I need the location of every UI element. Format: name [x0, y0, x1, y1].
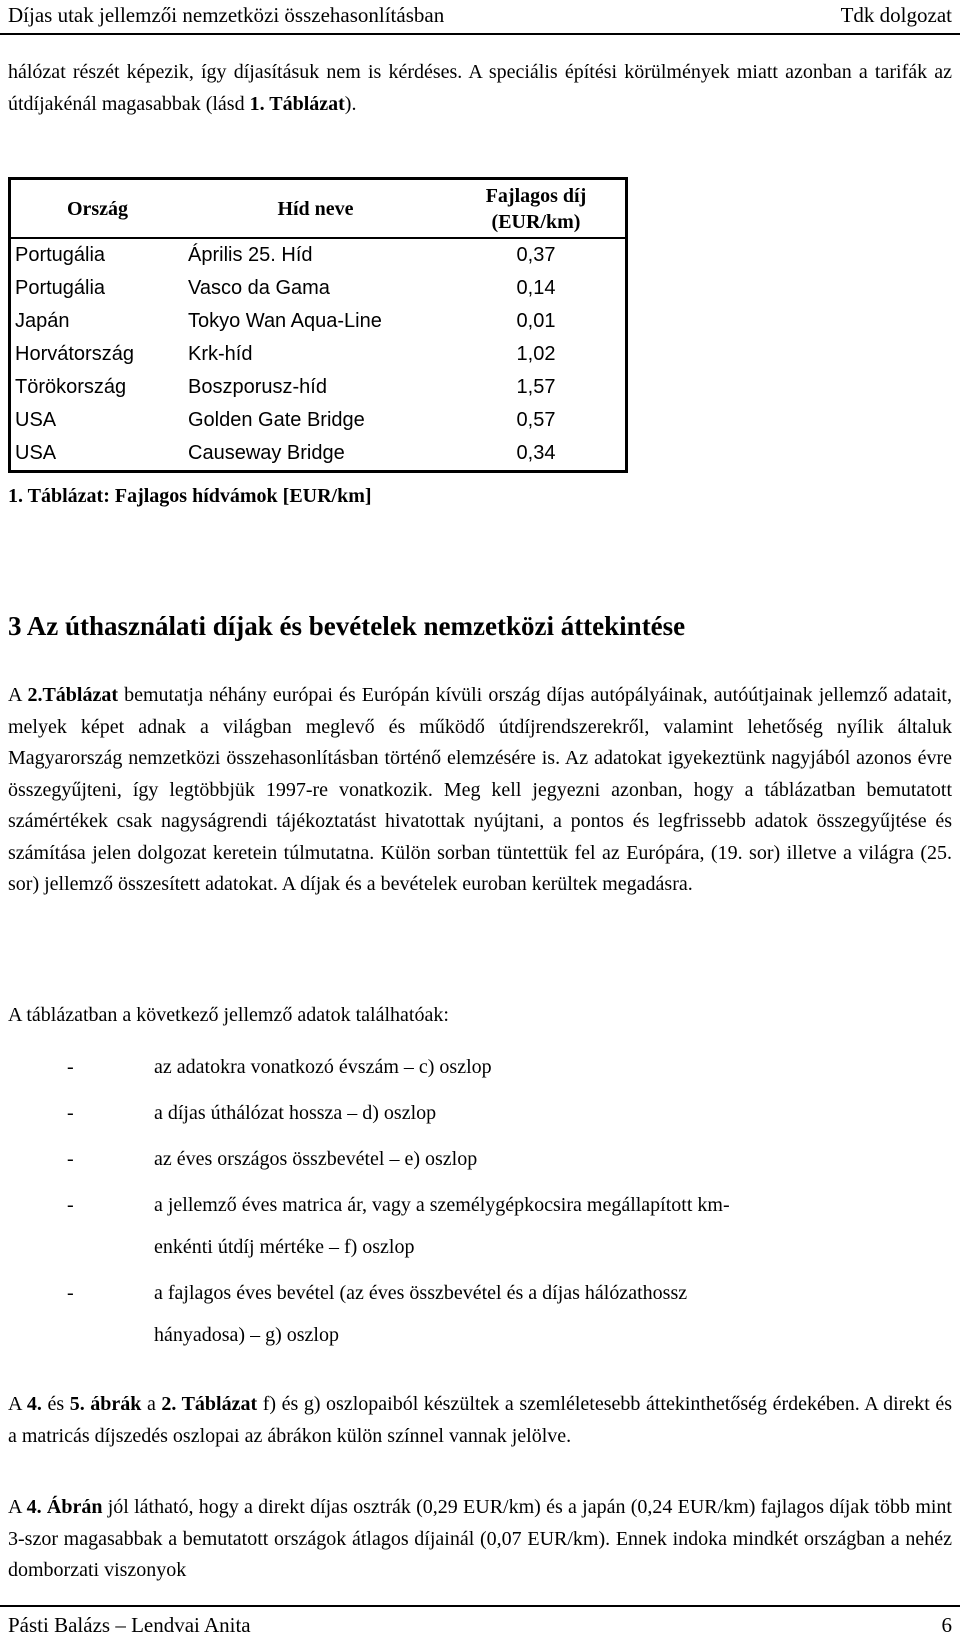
para3-ref-5: 5. ábrák: [69, 1393, 142, 1415]
paragraph-figure-4: [8, 1492, 952, 1587]
cell-country: Horvátország: [15, 343, 134, 365]
paragraph-figures: [8, 1389, 952, 1452]
list-item-text: az adatokra vonatkozó évszám – c) oszlop: [154, 1056, 492, 1078]
list-dash: -: [67, 1148, 74, 1170]
cell-country: Portugália: [15, 244, 106, 266]
cell-bridge: Április 25. Híd: [188, 244, 313, 266]
table-row: [10, 437, 627, 472]
cell-bridge: Boszporusz-híd: [188, 376, 327, 398]
para1-text: bemutatja néhány európai és Európán kívüli ország díjas autópályáinak, autóútjainak jellemző adatait, melyek képet adnak a világban meglevő és működő útdíjrendszerekről, valamint lehetőség nyílik általuk Magyarország nemzetközi összehasonlításban történő elemzésére is. Az adatokat igyekeztünk nagyjából azonos évre összegyűjteni, így legtöbbjük 1997-re vonatkozik. Meg kell jegyezni azonban, hogy a táblázatban bemutatott számértékek csak nagyságrendi tájékoztatást hivatottak nyújtani, a pontos és legfrissebb adatok összegyűjtése és számítása jelen dolgozat keretein túlmutatna. Külön sorban tüntettük fel az Európára, (19. sor) illetve a világra (25. sor) jellemző összesített adatokat. A díjak és a bevételek euroban kerültek megadásra.: [8, 684, 952, 895]
list-dash: -: [67, 1194, 74, 1216]
para3-ref-4: 4.: [26, 1393, 42, 1415]
list-item-text-continued: hányadosa) – g) oszlop: [154, 1324, 339, 1346]
para3-start: A: [8, 1393, 27, 1415]
list-dash: -: [67, 1282, 74, 1304]
cell-fee: 0,34: [516, 442, 556, 464]
list-item-text: a fajlagos éves bevétel (az éves összbevétel és a díjas hálózathossz: [154, 1282, 688, 1304]
table-row: [10, 338, 627, 371]
list-item-text: a díjas úthálózat hossza – d) oszlop: [154, 1102, 437, 1124]
para3-and: és: [41, 1393, 70, 1415]
column-list: [8, 1052, 952, 1366]
list-item: [8, 1052, 952, 1098]
cell-bridge: Golden Gate Bridge: [188, 409, 365, 431]
para4-start: A: [8, 1496, 27, 1518]
table-row: [10, 371, 627, 404]
page-footer: [0, 1605, 960, 1637]
cell-bridge: Tokyo Wan Aqua-Line: [188, 310, 382, 332]
header-fee: Fajlagos díj (EUR/km): [447, 179, 627, 239]
section-heading: 3 Az úthasználati díjak és bevételek nemzetközi áttekintése: [8, 611, 686, 641]
cell-fee: 0,57: [516, 409, 556, 431]
footer-authors: Pásti Balázs – Lendvai Anita: [8, 1613, 251, 1637]
para3-ref-table: 2. Táblázat: [161, 1393, 258, 1415]
list-item-text: az éves országos összbevétel – e) oszlop: [154, 1148, 478, 1170]
para3-a: a: [141, 1393, 162, 1415]
page-header: [0, 0, 960, 32]
para1-start: A: [8, 684, 28, 706]
header-doc-type: Tdk dolgozat: [840, 3, 952, 27]
list-item-text-continued: enkénti útdíj mértéke – f) oszlop: [154, 1236, 415, 1258]
table-row: [10, 305, 627, 338]
bridge-fee-table: [8, 177, 628, 473]
list-item: [8, 1098, 952, 1144]
intro-paragraph: [8, 57, 952, 120]
intro-end: ).: [344, 92, 357, 115]
cell-country: USA: [15, 409, 57, 431]
cell-country: Portugália: [15, 277, 106, 299]
cell-country: Japán: [15, 310, 70, 332]
cell-bridge: Krk-híd: [188, 343, 253, 365]
table-row: [10, 404, 627, 437]
para3-text: f) és g) oszlopaiból készültek a szemléletesebb áttekinthetőség érdekében. A direkt és a matricás díjszedés oszlopai az ábrákon külön színnel vannak jelölve.: [8, 1393, 952, 1447]
intro-table-ref: 1. Táblázat: [249, 92, 345, 115]
cell-fee: 1,02: [516, 343, 556, 365]
table-row: [10, 272, 627, 305]
list-item: [8, 1190, 952, 1278]
cell-fee: 0,37: [516, 244, 556, 266]
header-bridge: Híd neve: [184, 179, 447, 239]
table-header-row: [10, 179, 627, 239]
para1-table-ref: 2.Táblázat: [27, 684, 118, 706]
paragraph-overview: [8, 680, 952, 901]
cell-country: Törökország: [15, 376, 127, 398]
header-country: Ország: [10, 179, 185, 239]
list-item: [8, 1144, 952, 1190]
cell-bridge: Vasco da Gama: [188, 277, 330, 299]
para4-text: jól látható, hogy a direkt díjas osztrák (0,29 EUR/km) és a japán (0,24 EUR/km) fajlagos díjak több mint 3-szor magasabbak a bemutatott országok átlagos díjainál (0,07 EUR/km). Ennek indoka mindkét országban a nehéz domborzati viszonyok: [8, 1496, 952, 1581]
header-title: Díjas utak jellemzői nemzetközi összehasonlításban: [8, 3, 445, 27]
paragraph-list-intro: A táblázatban a következő jellemző adatok találhatóak:: [8, 1004, 449, 1026]
list-item: [8, 1278, 952, 1366]
header-rule: [0, 33, 960, 35]
cell-fee: 0,14: [516, 277, 556, 299]
table-row: [10, 238, 627, 272]
para4-ref: 4. Ábrán: [26, 1496, 103, 1518]
table-caption: 1. Táblázat: Fajlagos hídvámok [EUR/km]: [8, 485, 372, 507]
cell-fee: 1,57: [516, 376, 556, 398]
cell-fee: 0,01: [516, 310, 556, 332]
page-number: 6: [941, 1613, 952, 1637]
list-dash: -: [67, 1102, 74, 1124]
intro-text: hálózat részét képezik, így díjasításuk nem is kérdéses. A speciális építési körülmények miatt azonban a tarifák az útdíjakénál magasabbak (lásd: [8, 61, 952, 115]
cell-bridge: Causeway Bridge: [188, 442, 345, 464]
list-item-text: a jellemző éves matrica ár, vagy a személygépkocsira megállapított km-: [154, 1194, 730, 1216]
list-dash: -: [67, 1056, 74, 1078]
cell-country: USA: [15, 442, 57, 464]
